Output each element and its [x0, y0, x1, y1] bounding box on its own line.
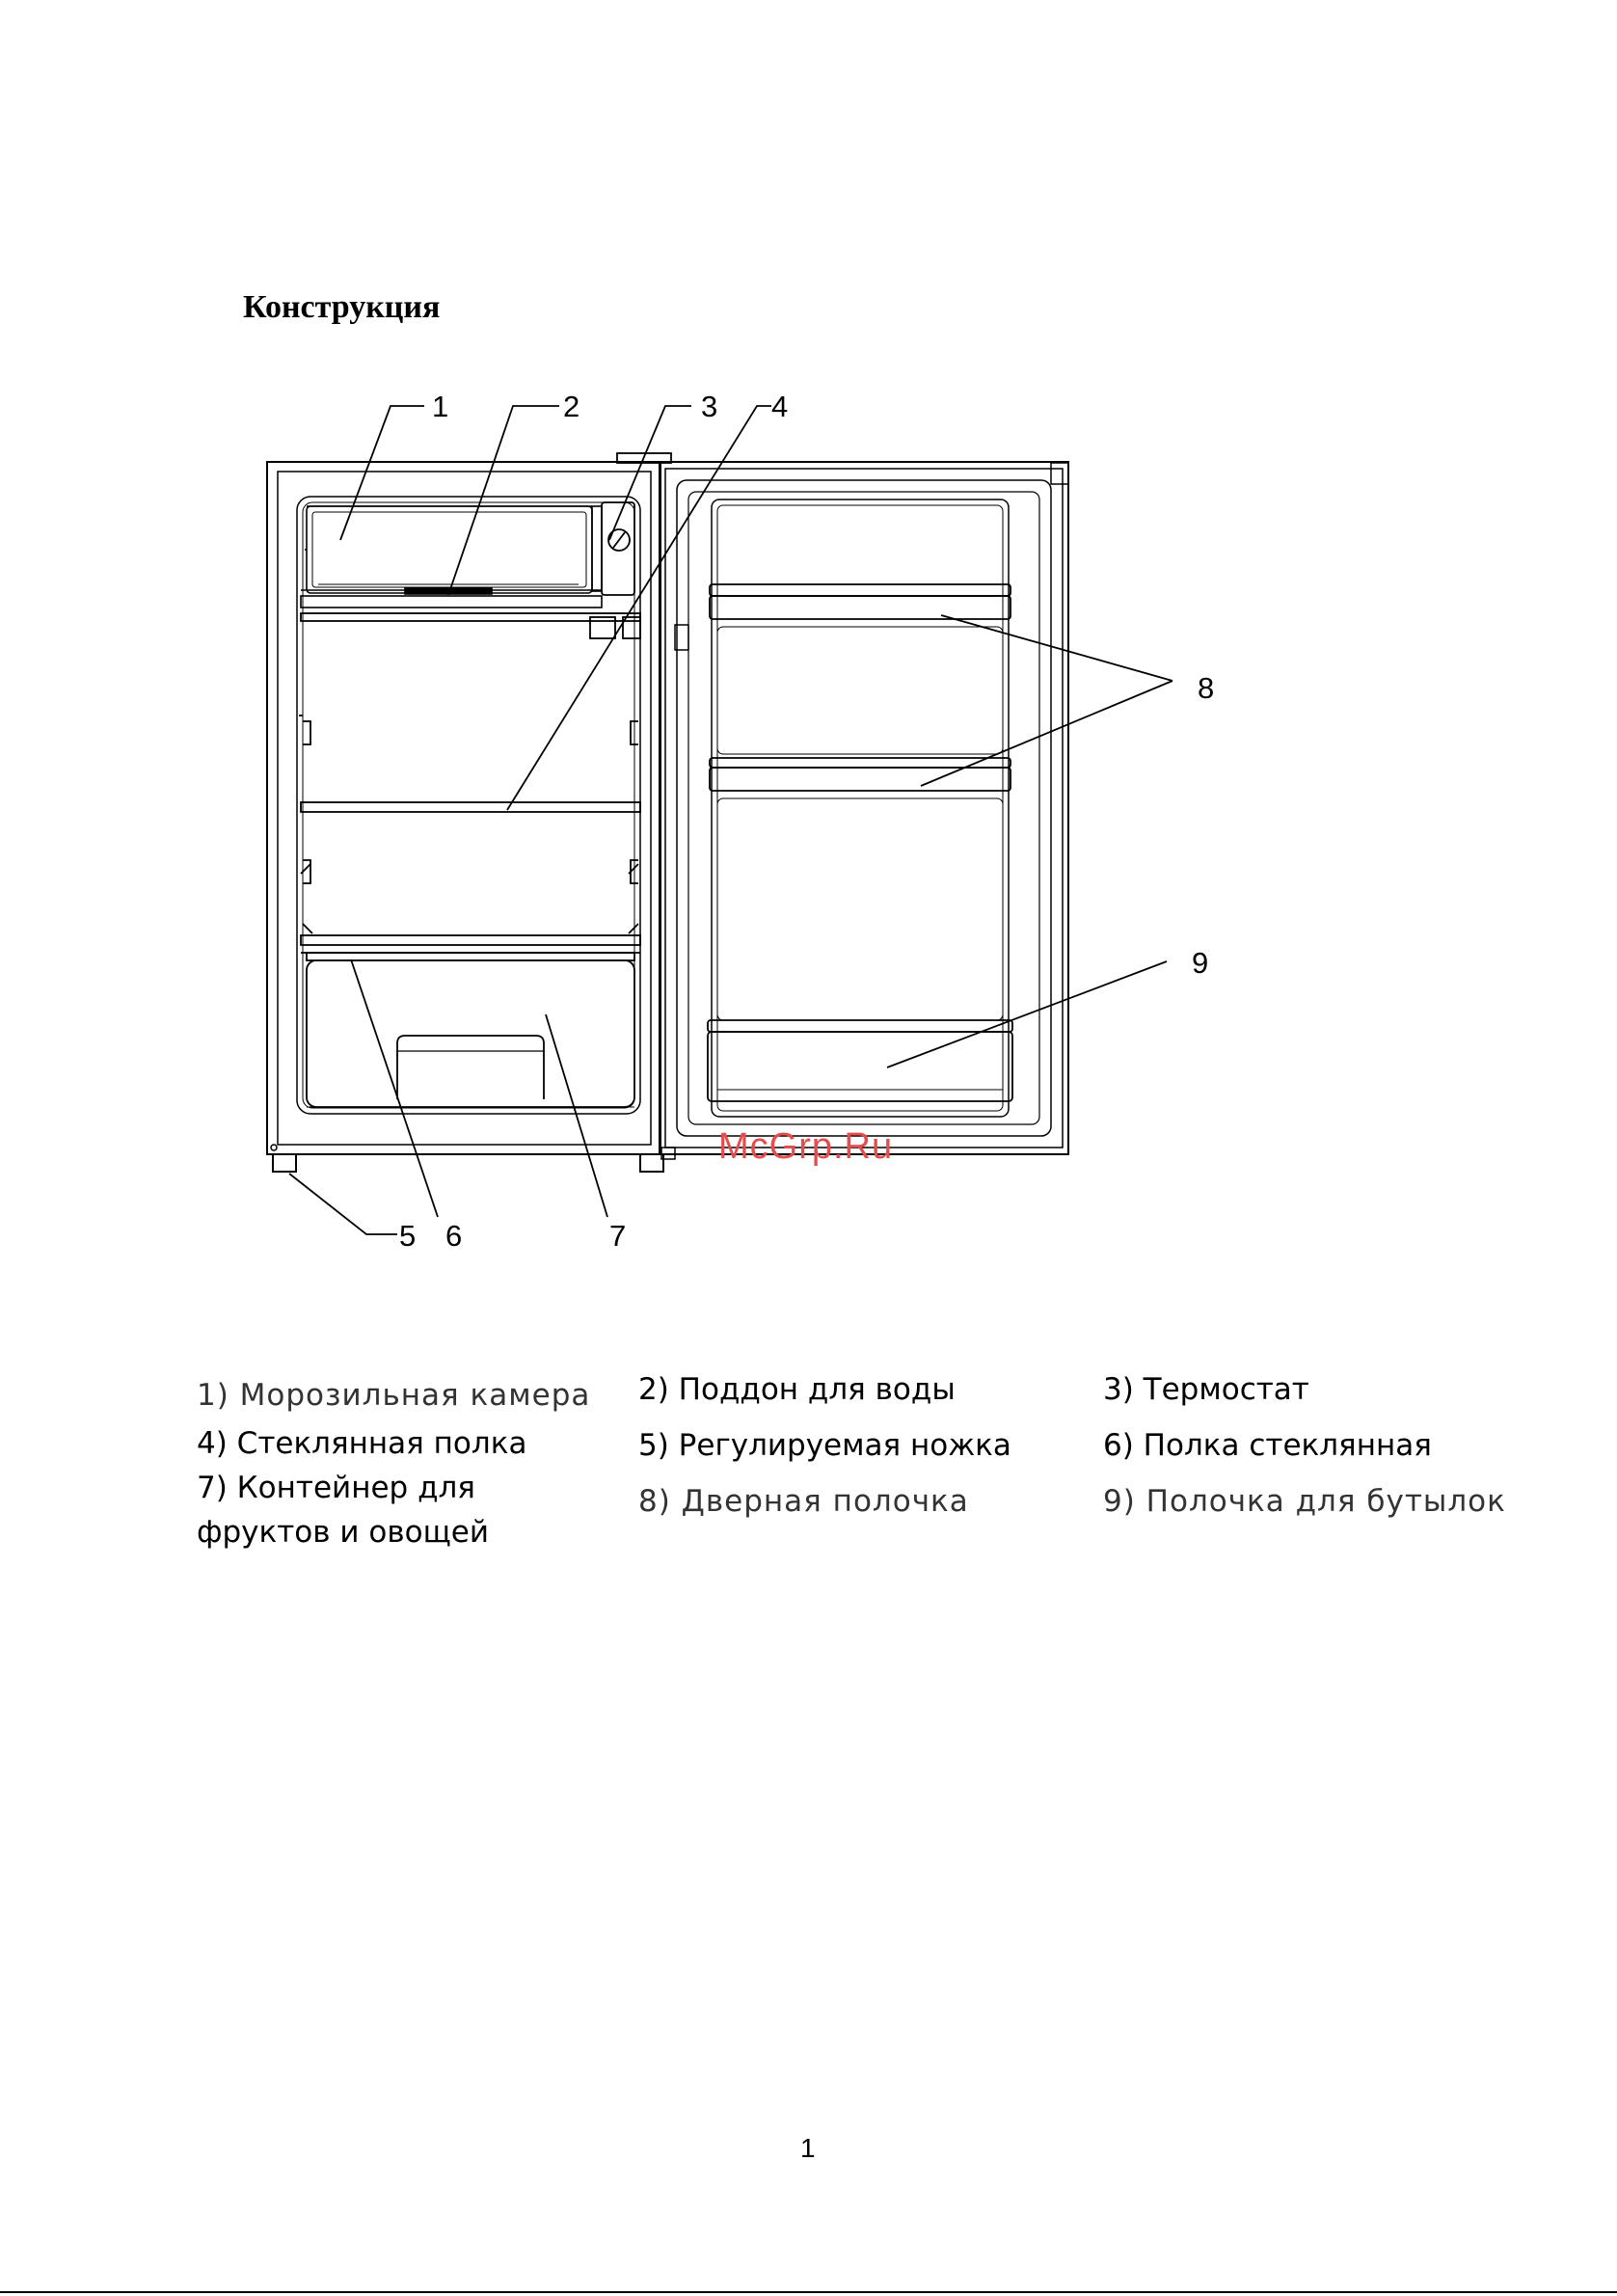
callout-6: 6	[445, 1219, 463, 1253]
legend-item-5: 5) Регулируемая ножка	[638, 1428, 1011, 1463]
legend-item-1: 1) Морозильная камера	[197, 1378, 591, 1413]
legend-item-2: 2) Поддон для воды	[638, 1372, 956, 1407]
legend-column-1	[197, 1373, 611, 1554]
callout-4: 4	[771, 390, 789, 423]
callout-7: 7	[609, 1219, 627, 1253]
vegetable-crisper	[307, 960, 634, 1107]
bottle-shelf	[708, 1020, 1012, 1101]
legend-item-4: 4) Стеклянная полка	[197, 1426, 527, 1461]
callout-9: 9	[1192, 946, 1209, 980]
legend-item-6: 6) Полка стеклянная	[1103, 1428, 1432, 1463]
callout-3: 3	[701, 390, 718, 423]
page-number: 1	[800, 2133, 816, 2163]
legend-column-2	[638, 1367, 1063, 1524]
legend-column-3	[1103, 1367, 1585, 1524]
callout-8: 8	[1198, 671, 1215, 705]
door	[660, 462, 1068, 1159]
legend-item-8: 8) Дверная полочка	[638, 1484, 969, 1519]
callout-5: 5	[399, 1219, 417, 1253]
cabinet	[267, 462, 663, 1172]
page-bottom-divider	[0, 2291, 1617, 2293]
legend-item-9: 9) Полочка для бутылок	[1103, 1484, 1506, 1519]
door-shelves	[710, 584, 1011, 1020]
glass-shelves	[299, 613, 640, 960]
page-title: Конструкция	[243, 289, 441, 325]
legend-item-3: 3) Термостат	[1103, 1372, 1309, 1407]
legend-item-7: 7) Контейнер для фруктов и овощей	[197, 1471, 490, 1550]
watermark: McGrp.Ru	[718, 1126, 894, 1167]
callout-2: 2	[563, 390, 580, 423]
callout-1: 1	[432, 390, 449, 423]
